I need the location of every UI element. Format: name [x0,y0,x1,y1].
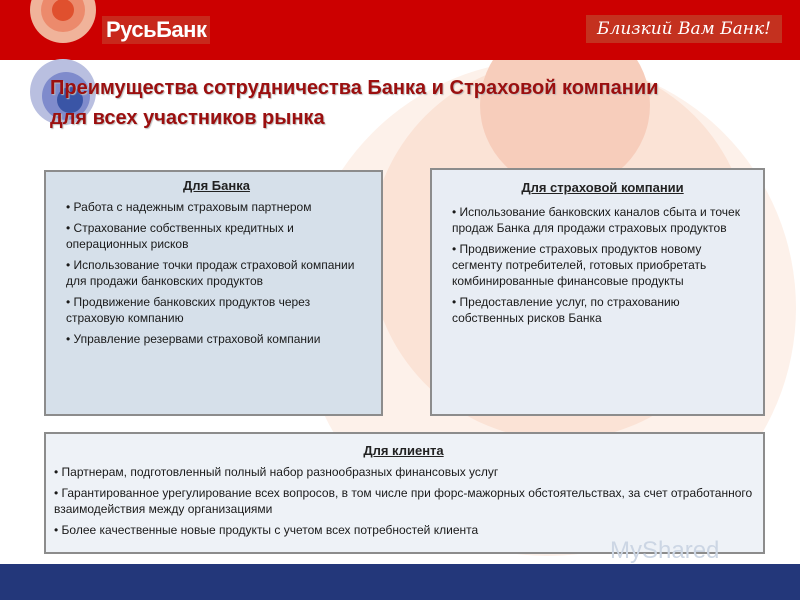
list-item: • Продвижение банковских продуктов через страховую компанию [66,295,311,325]
list-item: • Гарантированное урегулирование всех вопросов, в том числе при форс-мажорных обстоятельствах, за счет отработанного взаимодействия между организациями [54,486,753,516]
list-item: • Более качественные новые продукты с учетом всех потребностей клиента [54,523,479,537]
client-benefits-box [44,432,765,554]
list-item: • Использование точки продаж страховой компании для продажи банковских продуктов [66,258,355,288]
bank-logo: РусьБанк [102,16,210,44]
list-item: • Управление резервами страховой компании [66,332,321,346]
box-heading: Для клиента [363,443,444,458]
list-item: • Использование банковских каналов сбыта и точек продаж Банка для продажи страховых продуктов [452,205,740,235]
box-heading: Для Банка [183,178,250,193]
list-item: • Продвижение страховых продуктов новому сегменту потребителей, готовых приобретать комбинированные финансовые продукты [452,242,707,288]
watermark: MyShared [610,537,720,564]
list-item: • Работа с надежным страховым партнером [66,200,312,214]
footer-bar [0,564,800,600]
bank-benefits-box [44,170,383,416]
list-item: • Партнерам, подготовленный полный набор разнообразных финансовых услуг [54,465,499,479]
list-item: • Страхование собственных кредитных и операционных рисков [66,221,294,251]
title-line: Преимущества сотрудничества Банка и Страховой компании [50,77,659,99]
slogan: Близкий Вам Банк! [586,15,782,43]
list-item: • Предоставление услуг, по страхованию собственных рисков Банка [452,295,680,325]
title-line: для всех участников рынка [50,107,325,129]
box-heading: Для страховой компании [521,180,684,195]
page-title [50,73,658,133]
insurance-benefits-box [430,168,765,416]
